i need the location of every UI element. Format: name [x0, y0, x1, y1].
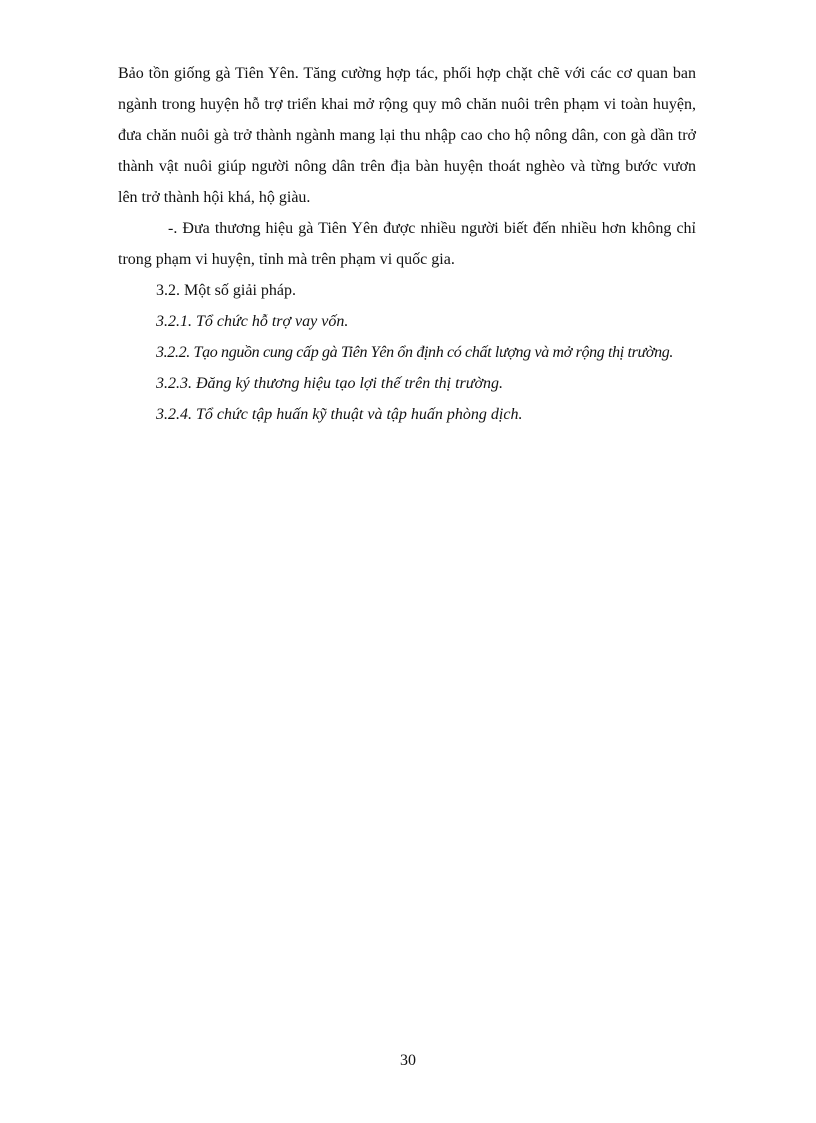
- subsection-heading: 3.2.3. Đăng ký thương hiệu tạo lợi thế trên thị trường.: [156, 375, 504, 392]
- page-number: 30: [400, 1052, 416, 1069]
- subsection-heading: 3.2.4. Tổ chức tập huấn kỹ thuật và tập huấn phòng dịch.: [156, 406, 523, 423]
- paragraph-conservation: Bảo tồn giống gà Tiên Yên. Tăng cường hợp tác, phối hợp chặt chẽ với các cơ quan ban ngành trong huyện hỗ trợ triển khai mở rộng quy mô chăn nuôi trên phạm vi toàn huyện, đưa chăn nuôi gà trở thành ngành mang lại thu nhập cao cho hộ nông dân, con gà dần trở thành vật nuôi giúp người nông dân trên địa bàn huyện thoát nghèo và từng bước vươn lên trở thành hội khá, hộ giàu.: [118, 65, 696, 206]
- paragraph-brand-promotion: -. Đưa thương hiệu gà Tiên Yên được nhiều người biết đến nhiều hơn không chỉ trong phạm vi huyện, tỉnh mà trên phạm vi quốc gia.: [118, 220, 696, 268]
- subsection-heading: 3.2.2. Tạo nguồn cung cấp gà Tiên Yên ổn định có chất lượng và mở rộng thị trường.: [156, 344, 674, 361]
- subsection-heading: 3.2.1. Tổ chức hỗ trợ vay vốn.: [156, 313, 349, 330]
- page-content: [118, 58, 696, 430]
- section-heading: 3.2. Một số giải pháp.: [156, 282, 296, 299]
